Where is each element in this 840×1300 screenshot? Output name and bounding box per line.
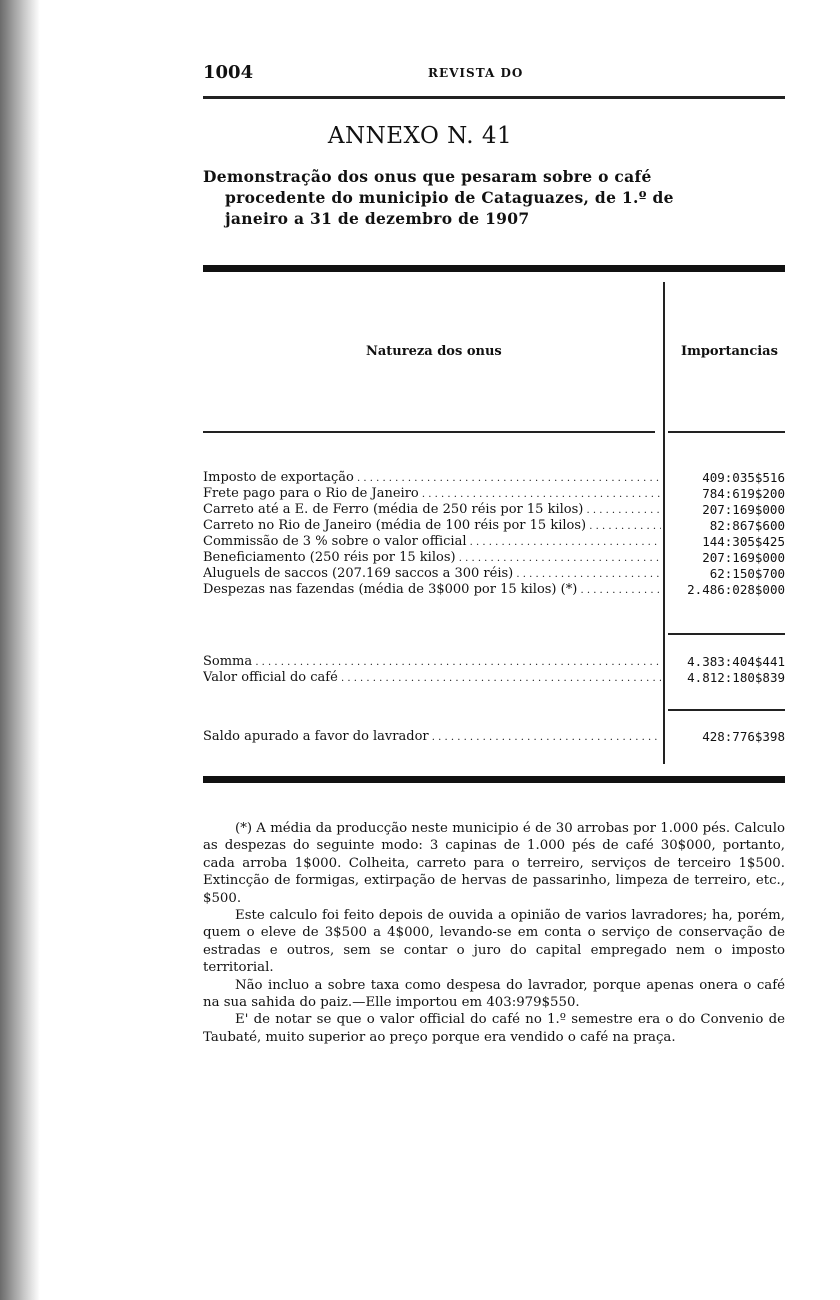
table-bottom-rule [203,776,785,783]
row-amount: 207:169$000 [702,550,785,565]
row-amount: 144:305$425 [702,534,785,549]
heading-line-2: procedente do municipio de Cataguazes, de 1.º de [225,188,674,207]
row-amount: 207:169$000 [702,502,785,517]
document-heading [203,166,785,229]
journal-title: REVISTA DO [428,66,524,80]
row-label: Beneficiamento (250 réis por 15 kilos) . . . [203,550,661,566]
page-number: 1004 [203,62,254,83]
table-row [203,502,785,517]
balance-label: Saldo apurado a favor do lavrador . . . [203,729,661,745]
row-amount: 62:150$700 [709,566,785,581]
header-rule [203,96,785,99]
row-amount: 784:619$200 [702,486,785,501]
table-row [203,470,785,485]
table-row [203,550,785,565]
footnote-paragraph: E' de notar se que o valor official do café no 1.º semestre era o do Convenio de Taubaté, muito superior ao preço porque era vendido o café na praça. [203,1012,785,1045]
balance-rule [668,709,785,711]
row-amount: 409:035$516 [702,470,785,485]
sum-row [203,654,785,669]
heading-line-3: janeiro a 31 de dezembro de 1907 [225,209,530,228]
column-header-nature: Natureza dos onus [366,344,502,359]
sum-label: Somma . . . [203,654,661,670]
header-bottom-rule-right [668,431,785,433]
sum-rule [668,633,785,635]
footnote-paragraph: Não incluo a sobre taxa como despesa do lavrador, porque apenas onera o café na sua sahida do paiz.—Elle importou em 403:979$550. [203,977,785,1011]
footnotes [203,820,785,1046]
row-label: Frete pago para o Rio de Janeiro . . . [203,486,661,502]
official-value-label: Valor official do café . . . [203,670,661,686]
table-row [203,566,785,581]
running-head [203,62,785,86]
row-label: Imposto de exportação . . . [203,470,661,486]
column-header-amount: Importancias [681,344,778,359]
table-row [203,534,785,549]
table-row [203,518,785,533]
footnote-paragraph: Este calculo foi feito depois de ouvida a opinião de varios lavradores; ha, porém, quem o eleve de 3$500 a 4$000, levando-se em conta o serviço de conservação de estradas e outros, sem se contar o juro do capital empregado nem o imposto territorial. [203,908,785,976]
sum-amount: 4.383:404$441 [687,654,785,669]
official-value-amount: 4.812:180$839 [687,670,785,685]
annex-title: ANNEXO N. 41 [327,123,513,149]
heading-line-1: Demonstração dos onus que pesaram sobre o café [203,167,652,186]
table-row [203,582,785,597]
row-amount: 82:867$600 [709,518,785,533]
row-label: Carreto no Rio de Janeiro (média de 100 réis por 15 kilos) . . . [203,518,661,534]
header-bottom-rule-left [203,431,655,433]
row-label: Despezas nas fazendas (média de 3$000 por 15 kilos) (*) . . . [203,582,661,598]
table-top-rule [203,265,785,272]
row-label: Commissão de 3 % sobre o valor official . . . [203,534,661,550]
balance-row [203,729,785,744]
row-label: Carreto até a E. de Ferro (média de 250 réis por 15 kilos) . . . [203,502,661,518]
balance-amount: 428:776$398 [702,729,785,744]
table-row [203,486,785,501]
footnote-paragraph: (*) A média da producção neste municipio é de 30 arrobas por 1.000 pés. Calculo as despezas do seguinte modo: 3 capinas de 1.000 pés de café 30$000, portanto, cada arroba 1$000. Colheita, carreto para o terreiro, serviços de terceiro 1$500. Extincção de formigas, extirpação de hervas de passarinho, limpeza de terreiro, etc., $500. [203,821,785,906]
official-value-row [203,670,785,685]
row-amount: 2.486:028$000 [687,582,785,597]
row-label: Aluguels de saccos (207.169 saccos a 300 réis) . . . [203,566,661,582]
